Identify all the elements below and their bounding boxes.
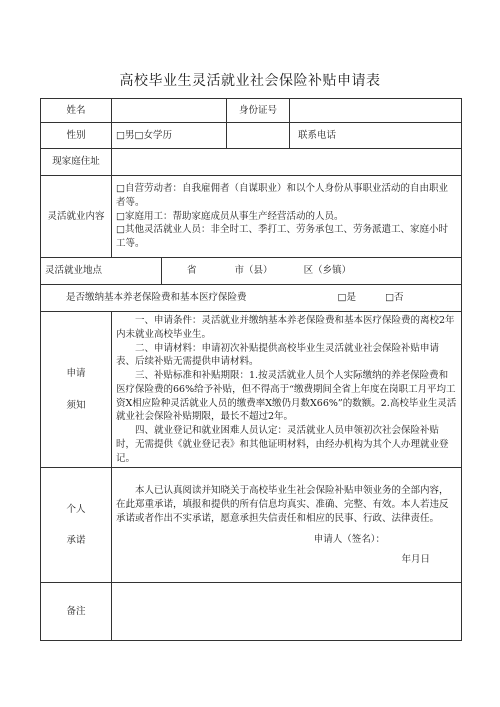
province-label: 省 — [187, 265, 197, 277]
remarks-field[interactable] — [112, 583, 462, 641]
notice-label-line1: 申请 — [66, 367, 86, 379]
id-number-field[interactable] — [290, 99, 462, 123]
remarks-row — [41, 583, 462, 641]
notice-paragraph: 三、补贴标准和补贴期限：1.按灵活就业人员个人实际缴纳的养老保险费和医疗保险费的66%给予补贴，但不得高于“缴费期间全省上年度在岗职工月平均工资X相应险种灵活就业人员的缴费率X缴仍月数X66%”的数额。2.高校毕业生灵活就业社会保险补贴期限，最长不超过2年。 — [116, 370, 457, 423]
gender-education-options[interactable]: □男□女学历 — [112, 123, 227, 149]
insurance-question-cell — [41, 285, 462, 312]
notice-paragraph: 二、申请材料：申请初次补贴提供高校毕业生灵活就业社会保险补贴申请表、后续补贴无需提供申请材料。 — [116, 342, 440, 368]
notice-content — [112, 312, 462, 468]
commitment-text: 本人已认真阅读并知晓关于高校毕业生社会保险补贴申领业务的全部内容，在此郑重承诺，填报和提供的所有信息均真实、准确、完整、有效。本人若违反承诺或者作出不实承诺，愿意承担失信责任和相应的民事、行政、法律责任。 — [116, 485, 449, 524]
employment-options — [112, 176, 462, 258]
notice-label-line2: 须知 — [66, 399, 86, 411]
commitment-content — [112, 468, 462, 583]
signature-line[interactable] — [116, 533, 457, 547]
gender-phone-row — [41, 123, 462, 149]
insurance-question-row — [41, 285, 462, 312]
gender-label: 性别 — [41, 123, 112, 149]
location-row — [41, 258, 462, 285]
employment-location-field[interactable] — [162, 258, 462, 285]
remarks-label: 备注 — [41, 583, 112, 641]
date-label: 年月日 — [401, 554, 430, 566]
phone-label: 联系电话 — [290, 123, 462, 149]
notice-paragraph: 一、申请条件：灵活就业并缴纳基本养老保险费和基本医疗保险费的离校2年内未就业高校毕业生。 — [116, 315, 455, 340]
option-self-employed[interactable]: □自营劳动者：自我雇佣者（自谋职业）和以个人身份从事职业活动的自由职业者等。 — [116, 183, 448, 208]
name-field[interactable] — [112, 99, 227, 123]
signature-label: 申请人（签名）： — [313, 534, 385, 546]
insurance-question-text: 是否缴纳基本养老保险费和基本医疗保险费 — [66, 292, 247, 304]
date-line[interactable] — [116, 553, 457, 567]
home-address-field[interactable] — [112, 149, 462, 176]
notice-paragraph: 四、就业登记和就业困难人员认定：灵活就业人员申领初次社会保险补贴时，无需提供《就业登记表》和其他证明材料，由经办机构为其个人办理就业登记。 — [116, 425, 449, 464]
name-id-row — [41, 99, 462, 123]
notice-row — [41, 312, 462, 468]
employment-location-label: 灵活就业地点 — [41, 258, 162, 285]
commitment-label-line1: 个人 — [66, 503, 86, 515]
employment-content-row — [41, 176, 462, 258]
commitment-label — [41, 468, 112, 583]
option-other-flexible[interactable]: □其他灵活就业人员：非全时工、季打工、劳务承包工、劳务派遣工、家庭小时工等。 — [116, 224, 448, 250]
id-number-label: 身份证号 — [227, 99, 290, 123]
application-form-table — [40, 98, 462, 641]
education-field[interactable] — [227, 123, 290, 149]
address-row — [41, 149, 462, 176]
commitment-row — [41, 468, 462, 583]
insurance-no-checkbox[interactable]: □否 — [385, 292, 404, 304]
notice-label — [41, 312, 112, 468]
name-label: 姓名 — [41, 99, 112, 123]
city-label: 市（县） — [234, 265, 273, 277]
option-family-labor[interactable]: □家庭用工：帮助家庭成员从事生产经营活动的人员。 — [116, 210, 344, 222]
employment-content-label: 灵活就业内容 — [41, 176, 112, 258]
insurance-yes-checkbox[interactable]: □是 — [337, 292, 357, 304]
form-title: 高校毕业生灵活就业社会保险补贴申请表 — [119, 73, 381, 89]
commitment-label-line2: 承诺 — [66, 535, 86, 547]
home-address-label: 现家庭住址 — [41, 149, 112, 176]
district-label: 区（乡镇） — [303, 265, 352, 277]
